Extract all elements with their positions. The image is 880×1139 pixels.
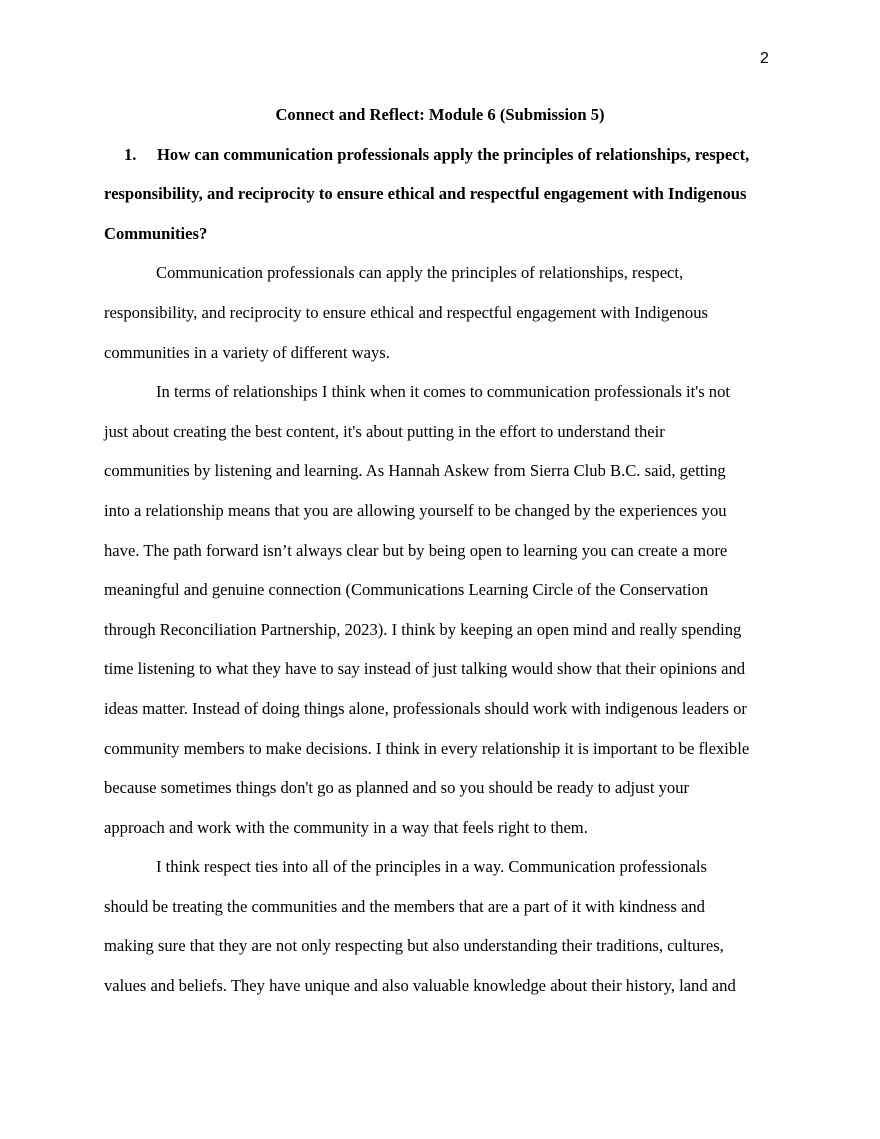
- paragraph-line: In terms of relationships I think when it comes to communication professionals it's not: [156, 382, 730, 402]
- paragraph-line: into a relationship means that you are allowing yourself to be changed by the experiences you: [104, 500, 727, 520]
- paragraph-line: ideas matter. Instead of doing things alone, professionals should work with indigenous leaders or: [104, 698, 747, 718]
- paragraph-line: through Reconciliation Partnership, 2023). I think by keeping an open mind and really spending: [104, 619, 742, 639]
- paragraph-line: have. The path forward isn’t always clear but by being open to learning you can create a more: [104, 540, 728, 560]
- document-body: [104, 95, 776, 1006]
- question-text: How can communication professionals apply the principles of relationships, respect,: [157, 144, 750, 164]
- paragraph-line: communities in a variety of different ways.: [104, 342, 390, 362]
- paragraph-line: meaningful and genuine connection (Communications Learning Circle of the Conservation: [104, 580, 709, 600]
- paragraph: [104, 253, 776, 372]
- question-line: [104, 135, 776, 175]
- paragraph-line: approach and work with the community in a way that feels right to them.: [104, 817, 588, 837]
- paragraph-line: time listening to what they have to say instead of just talking would show that their opinions and: [104, 659, 746, 679]
- paragraph-line: values and beliefs. They have unique and also valuable knowledge about their history, land and: [104, 976, 736, 996]
- question-line: responsibility, and reciprocity to ensure ethical and respectful engagement with Indigenous: [104, 184, 747, 204]
- paragraph-line: I think respect ties into all of the principles in a way. Communication professionals: [156, 857, 708, 877]
- document-title: Connect and Reflect: Module 6 (Submission 5): [275, 105, 605, 124]
- question-number: 1.: [124, 144, 137, 164]
- page-number: 2: [760, 50, 769, 67]
- question-line: Communities?: [104, 223, 208, 243]
- paragraph-line: Communication professionals can apply the principles of relationships, respect,: [156, 263, 684, 283]
- paragraph: [104, 847, 776, 1005]
- paragraph-line: communities by listening and learning. As Hannah Askew from Sierra Club B.C. said, getting: [104, 461, 726, 481]
- paragraph: [104, 372, 776, 847]
- paragraphs: [104, 253, 776, 1005]
- paragraph-line: because sometimes things don't go as planned and so you should be ready to adjust your: [104, 778, 690, 798]
- question: [104, 135, 776, 254]
- paragraph-line: just about creating the best content, it's about putting in the effort to understand their: [104, 421, 665, 441]
- paragraph-line: responsibility, and reciprocity to ensure ethical and respectful engagement with Indigenous: [104, 302, 708, 322]
- paragraph-line: should be treating the communities and the members that are a part of it with kindness and: [104, 896, 705, 916]
- paragraph-line: community members to make decisions. I think in every relationship it is important to be flexible: [104, 738, 750, 758]
- paragraph-line: making sure that they are not only respecting but also understanding their traditions, cultures,: [104, 936, 724, 956]
